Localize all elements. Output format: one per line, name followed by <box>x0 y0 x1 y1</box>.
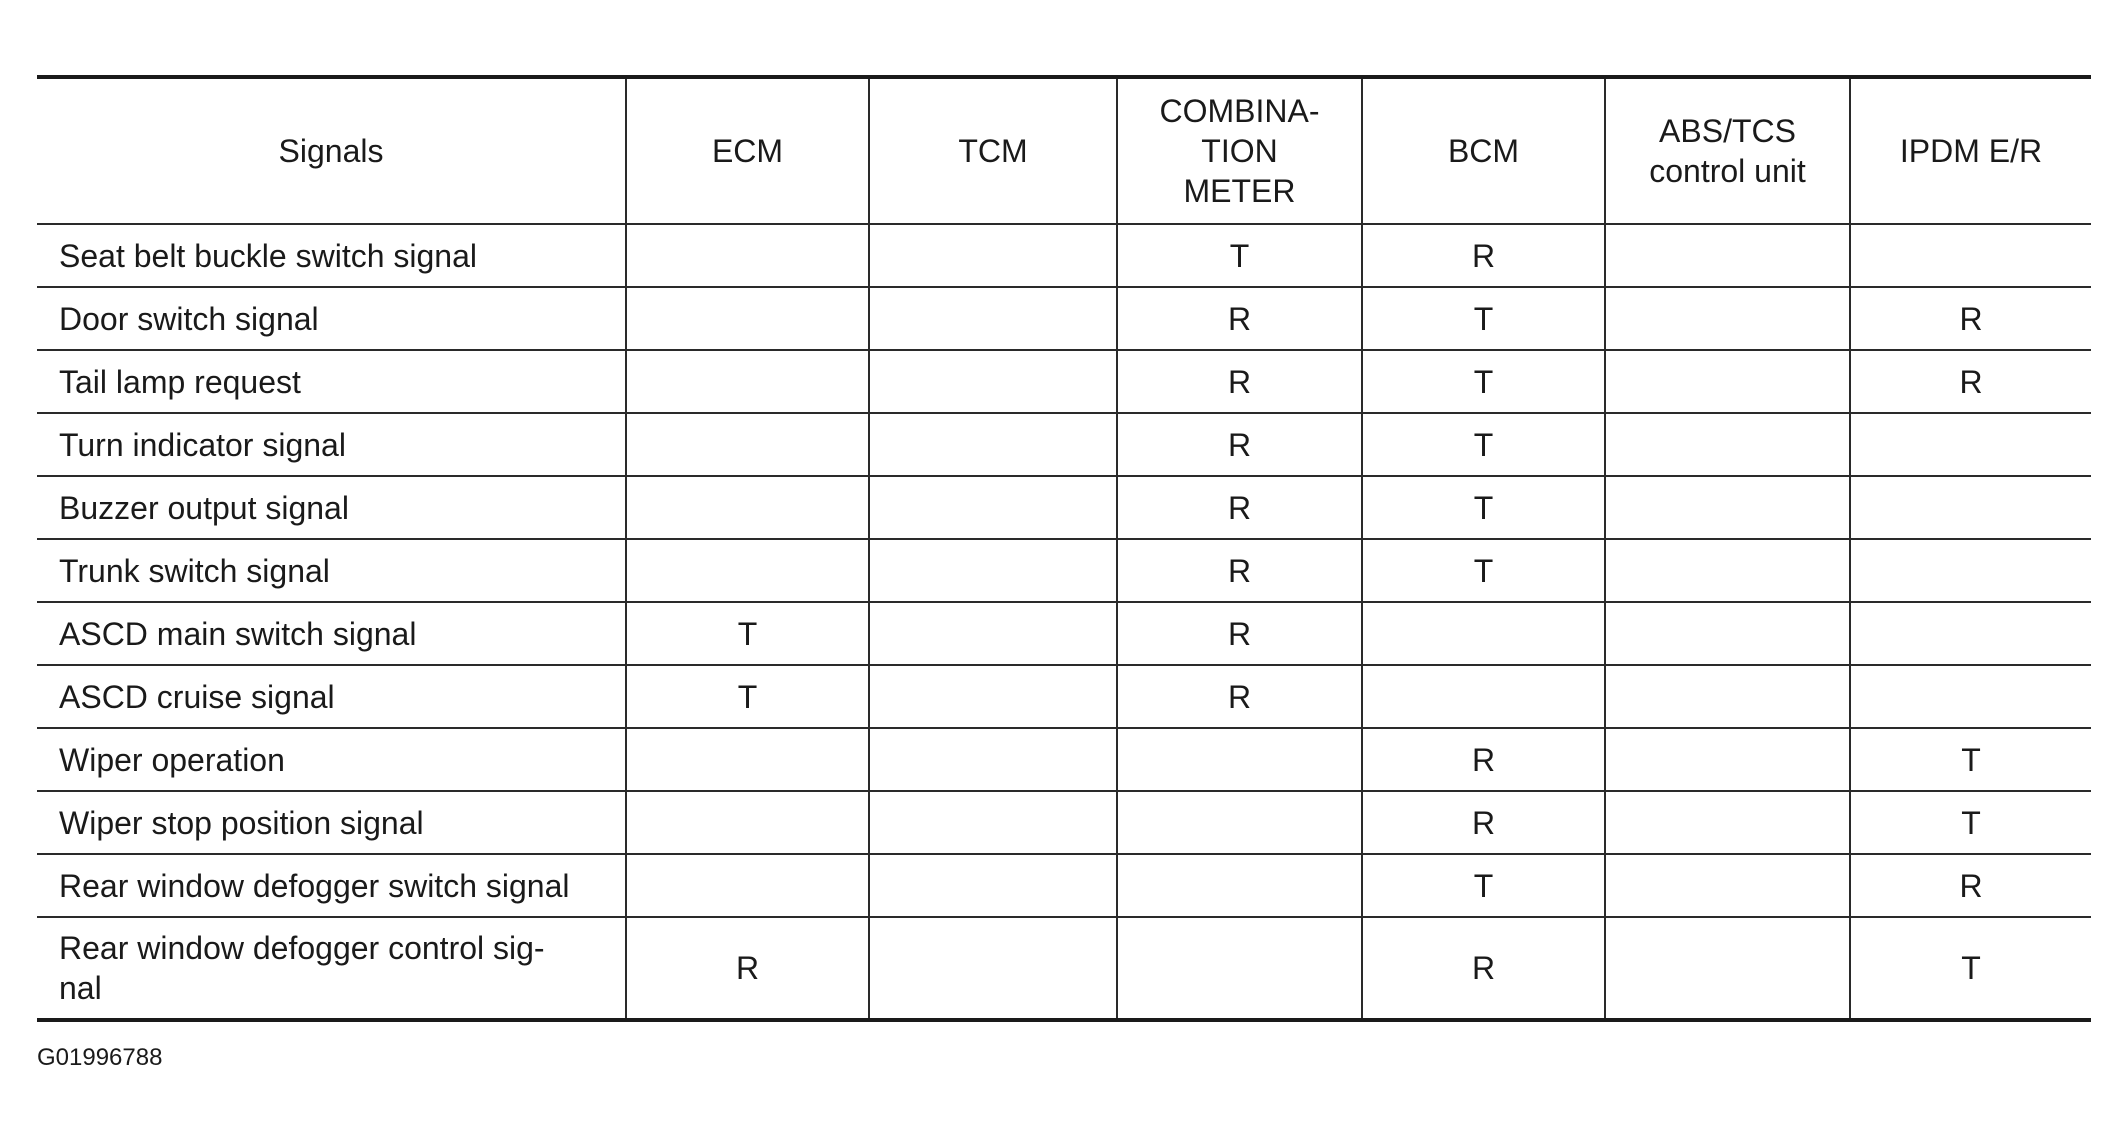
signal-name-cell: ASCD main switch signal <box>37 602 626 665</box>
abs-tcs-cell <box>1605 791 1850 854</box>
signal-table <box>37 75 2091 1022</box>
tcm-cell <box>869 350 1117 413</box>
header-tcm <box>869 77 1117 224</box>
ipdm-er-cell <box>1850 476 2091 539</box>
table-row <box>37 287 2091 350</box>
signal-name-cell: Wiper stop position signal <box>37 791 626 854</box>
ipdm-er-cell <box>1850 539 2091 602</box>
header-ipdm-er <box>1850 77 2091 224</box>
table-row <box>37 476 2091 539</box>
abs-tcs-cell <box>1605 728 1850 791</box>
ecm-cell <box>626 791 869 854</box>
table-header <box>37 77 2091 224</box>
tcm-cell <box>869 602 1117 665</box>
header-combination-meter-line-1: COMBINA- <box>1159 93 1320 129</box>
header-combination-meter-line-3: METER <box>1183 173 1296 209</box>
bcm-cell <box>1362 602 1605 665</box>
ecm-cell: T <box>626 602 869 665</box>
ipdm-er-cell <box>1850 665 2091 728</box>
abs-tcs-cell <box>1605 224 1850 287</box>
signal-name-cell: Rear window defogger control sig- nal <box>37 917 626 1020</box>
abs-tcs-cell <box>1605 287 1850 350</box>
table-row <box>37 539 2091 602</box>
tcm-cell <box>869 413 1117 476</box>
combination-meter-cell <box>1117 728 1362 791</box>
combination-meter-cell <box>1117 791 1362 854</box>
bcm-cell: T <box>1362 413 1605 476</box>
table-row <box>37 917 2091 1020</box>
abs-tcs-cell <box>1605 854 1850 917</box>
abs-tcs-cell <box>1605 539 1850 602</box>
ipdm-er-cell: T <box>1850 791 2091 854</box>
abs-tcs-cell <box>1605 350 1850 413</box>
combination-meter-cell: R <box>1117 350 1362 413</box>
ipdm-er-cell <box>1850 413 2091 476</box>
header-bcm <box>1362 77 1605 224</box>
abs-tcs-cell <box>1605 602 1850 665</box>
ecm-cell: T <box>626 665 869 728</box>
abs-tcs-cell <box>1605 917 1850 1020</box>
ipdm-er-cell: T <box>1850 728 2091 791</box>
bcm-cell: T <box>1362 350 1605 413</box>
tcm-cell <box>869 791 1117 854</box>
table-row <box>37 854 2091 917</box>
ecm-cell <box>626 287 869 350</box>
ecm-cell <box>626 350 869 413</box>
ipdm-er-cell <box>1850 224 2091 287</box>
header-signals-label: Signals <box>278 133 384 169</box>
abs-tcs-cell <box>1605 413 1850 476</box>
bcm-cell <box>1362 665 1605 728</box>
ipdm-er-cell: R <box>1850 350 2091 413</box>
bcm-cell: R <box>1362 728 1605 791</box>
bcm-cell: T <box>1362 539 1605 602</box>
ipdm-er-cell <box>1850 602 2091 665</box>
ecm-cell <box>626 854 869 917</box>
table-row <box>37 728 2091 791</box>
signal-name-cell: Rear window defogger switch signal <box>37 854 626 917</box>
ecm-cell <box>626 413 869 476</box>
signal-name-cell: Buzzer output signal <box>37 476 626 539</box>
signal-name-cell: Seat belt buckle switch signal <box>37 224 626 287</box>
combination-meter-cell: R <box>1117 287 1362 350</box>
table-row <box>37 665 2091 728</box>
combination-meter-cell: T <box>1117 224 1362 287</box>
signal-name-cell: Door switch signal <box>37 287 626 350</box>
figure-id: G01996788 <box>37 1044 163 1071</box>
ecm-cell: R <box>626 917 869 1020</box>
ecm-cell <box>626 728 869 791</box>
signal-name-cell: Wiper operation <box>37 728 626 791</box>
header-ecm <box>626 77 869 224</box>
tcm-cell <box>869 224 1117 287</box>
header-row <box>37 77 2091 224</box>
table-row <box>37 602 2091 665</box>
bcm-cell: T <box>1362 476 1605 539</box>
combination-meter-cell: R <box>1117 539 1362 602</box>
table-row <box>37 413 2091 476</box>
bcm-cell: T <box>1362 854 1605 917</box>
ecm-cell <box>626 224 869 287</box>
table-row <box>37 350 2091 413</box>
header-signals <box>37 77 626 224</box>
abs-tcs-cell <box>1605 665 1850 728</box>
combination-meter-cell <box>1117 854 1362 917</box>
ipdm-er-cell: R <box>1850 854 2091 917</box>
header-abs-tcs-line-1: ABS/TCS <box>1659 113 1796 149</box>
combination-meter-cell: R <box>1117 413 1362 476</box>
header-tcm-label: TCM <box>958 133 1028 169</box>
tcm-cell <box>869 665 1117 728</box>
header-bcm-label: BCM <box>1447 133 1520 169</box>
tcm-cell <box>869 287 1117 350</box>
tcm-cell <box>869 854 1117 917</box>
header-ipdm-er-label: IPDM E/R <box>1899 133 2043 169</box>
combination-meter-cell: R <box>1117 665 1362 728</box>
header-combination-meter-line-2: TION <box>1201 133 1278 169</box>
signal-table-container <box>37 75 2091 1022</box>
bcm-cell: T <box>1362 287 1605 350</box>
table-row <box>37 791 2091 854</box>
combination-meter-cell <box>1117 917 1362 1020</box>
header-ecm-label: ECM <box>711 133 784 169</box>
header-abs-tcs-line-2: control unit <box>1649 153 1806 189</box>
signal-name-cell: Turn indicator signal <box>37 413 626 476</box>
signal-name-cell: ASCD cruise signal <box>37 665 626 728</box>
bcm-cell: R <box>1362 224 1605 287</box>
header-combination-meter <box>1117 77 1362 224</box>
ecm-cell <box>626 476 869 539</box>
combination-meter-cell: R <box>1117 602 1362 665</box>
abs-tcs-cell <box>1605 476 1850 539</box>
table-row <box>37 224 2091 287</box>
bcm-cell: R <box>1362 917 1605 1020</box>
tcm-cell <box>869 539 1117 602</box>
header-abs-tcs-control-unit <box>1605 77 1850 224</box>
tcm-cell <box>869 476 1117 539</box>
ecm-cell <box>626 539 869 602</box>
signal-name-cell: Trunk switch signal <box>37 539 626 602</box>
signal-name-cell: Tail lamp request <box>37 350 626 413</box>
tcm-cell <box>869 917 1117 1020</box>
tcm-cell <box>869 728 1117 791</box>
bcm-cell: R <box>1362 791 1605 854</box>
ipdm-er-cell: T <box>1850 917 2091 1020</box>
ipdm-er-cell: R <box>1850 287 2091 350</box>
combination-meter-cell: R <box>1117 476 1362 539</box>
table-body <box>37 224 2091 1020</box>
